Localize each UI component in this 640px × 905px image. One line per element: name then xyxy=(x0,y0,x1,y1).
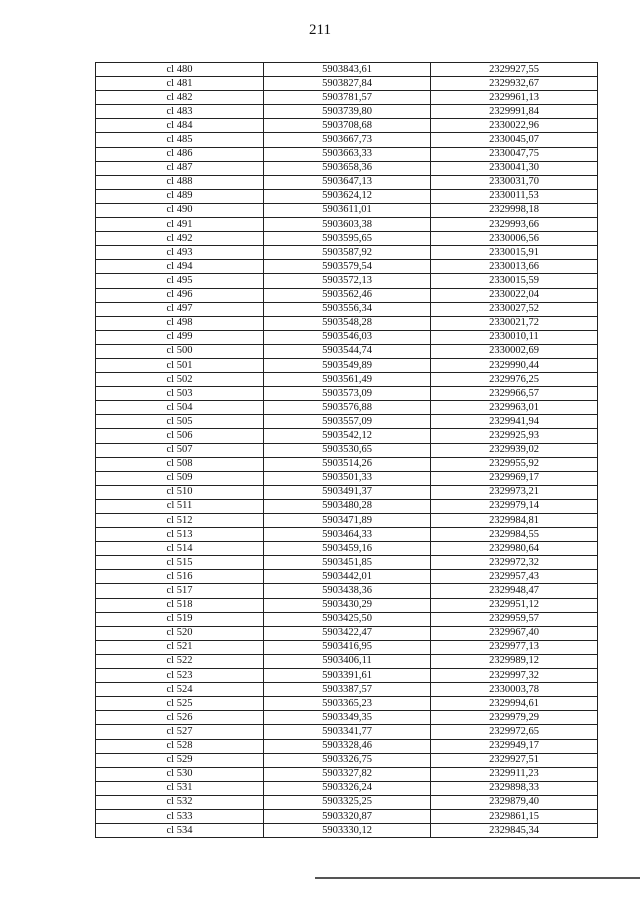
y-coordinate-cell: 2330013,66 xyxy=(431,260,598,274)
y-coordinate-cell: 2329957,43 xyxy=(431,570,598,584)
table-row xyxy=(96,640,598,654)
y-coordinate-cell: 2329990,44 xyxy=(431,358,598,372)
point-id-cell: cl 506 xyxy=(96,429,264,443)
x-coordinate-cell: 5903573,09 xyxy=(264,387,431,401)
x-coordinate-cell: 5903611,01 xyxy=(264,203,431,217)
x-coordinate-cell: 5903422,47 xyxy=(264,626,431,640)
table-row xyxy=(96,612,598,626)
y-coordinate-cell: 2329927,51 xyxy=(431,753,598,767)
point-id-cell: cl 522 xyxy=(96,654,264,668)
point-id-cell: cl 508 xyxy=(96,457,264,471)
point-id-cell: cl 524 xyxy=(96,683,264,697)
x-coordinate-cell: 5903328,46 xyxy=(264,739,431,753)
y-coordinate-cell: 2330006,56 xyxy=(431,232,598,246)
point-id-cell: cl 493 xyxy=(96,246,264,260)
x-coordinate-cell: 5903667,73 xyxy=(264,133,431,147)
point-id-cell: cl 484 xyxy=(96,119,264,133)
point-id-cell: cl 486 xyxy=(96,147,264,161)
x-coordinate-cell: 5903843,61 xyxy=(264,63,431,77)
table-row xyxy=(96,528,598,542)
x-coordinate-cell: 5903739,80 xyxy=(264,105,431,119)
table-row xyxy=(96,824,598,838)
y-coordinate-cell: 2329997,32 xyxy=(431,669,598,683)
y-coordinate-cell: 2329972,65 xyxy=(431,725,598,739)
x-coordinate-cell: 5903576,88 xyxy=(264,401,431,415)
point-id-cell: cl 518 xyxy=(96,598,264,612)
table-row xyxy=(96,288,598,302)
point-id-cell: cl 521 xyxy=(96,640,264,654)
table-row xyxy=(96,767,598,781)
table-row xyxy=(96,669,598,683)
y-coordinate-cell: 2329994,61 xyxy=(431,697,598,711)
y-coordinate-cell: 2329948,47 xyxy=(431,584,598,598)
x-coordinate-cell: 5903542,12 xyxy=(264,429,431,443)
y-coordinate-cell: 2329959,57 xyxy=(431,612,598,626)
x-coordinate-cell: 5903595,65 xyxy=(264,232,431,246)
x-coordinate-cell: 5903491,37 xyxy=(264,485,431,499)
point-id-cell: cl 530 xyxy=(96,767,264,781)
table-row xyxy=(96,443,598,457)
y-coordinate-cell: 2329898,33 xyxy=(431,781,598,795)
point-id-cell: cl 502 xyxy=(96,373,264,387)
table-row xyxy=(96,358,598,372)
point-id-cell: cl 533 xyxy=(96,809,264,823)
x-coordinate-cell: 5903391,61 xyxy=(264,669,431,683)
y-coordinate-cell: 2329955,92 xyxy=(431,457,598,471)
y-coordinate-cell: 2329989,12 xyxy=(431,654,598,668)
point-id-cell: cl 527 xyxy=(96,725,264,739)
y-coordinate-cell: 2329961,13 xyxy=(431,91,598,105)
x-coordinate-cell: 5903562,46 xyxy=(264,288,431,302)
y-coordinate-cell: 2329972,32 xyxy=(431,556,598,570)
x-coordinate-cell: 5903406,11 xyxy=(264,654,431,668)
point-id-cell: cl 499 xyxy=(96,330,264,344)
table-row xyxy=(96,203,598,217)
point-id-cell: cl 515 xyxy=(96,556,264,570)
table-row xyxy=(96,654,598,668)
y-coordinate-cell: 2329993,66 xyxy=(431,218,598,232)
table-row xyxy=(96,781,598,795)
table-row xyxy=(96,274,598,288)
table-row xyxy=(96,246,598,260)
y-coordinate-cell: 2330022,04 xyxy=(431,288,598,302)
y-coordinate-cell: 2330010,11 xyxy=(431,330,598,344)
coordinates-table xyxy=(95,62,598,838)
point-id-cell: cl 500 xyxy=(96,344,264,358)
point-id-cell: cl 489 xyxy=(96,189,264,203)
x-coordinate-cell: 5903341,77 xyxy=(264,725,431,739)
x-coordinate-cell: 5903464,33 xyxy=(264,528,431,542)
page-number: 211 xyxy=(309,22,331,38)
y-coordinate-cell: 2330041,30 xyxy=(431,161,598,175)
x-coordinate-cell: 5903557,09 xyxy=(264,415,431,429)
page-edge-line xyxy=(315,877,640,879)
point-id-cell: cl 481 xyxy=(96,77,264,91)
table-row xyxy=(96,175,598,189)
y-coordinate-cell: 2329949,17 xyxy=(431,739,598,753)
x-coordinate-cell: 5903549,89 xyxy=(264,358,431,372)
table-row xyxy=(96,302,598,316)
table-row xyxy=(96,373,598,387)
y-coordinate-cell: 2330015,59 xyxy=(431,274,598,288)
point-id-cell: cl 514 xyxy=(96,542,264,556)
x-coordinate-cell: 5903430,29 xyxy=(264,598,431,612)
table-row xyxy=(96,584,598,598)
point-id-cell: cl 482 xyxy=(96,91,264,105)
x-coordinate-cell: 5903708,68 xyxy=(264,119,431,133)
y-coordinate-cell: 2330003,78 xyxy=(431,683,598,697)
point-id-cell: cl 512 xyxy=(96,514,264,528)
y-coordinate-cell: 2329951,12 xyxy=(431,598,598,612)
point-id-cell: cl 528 xyxy=(96,739,264,753)
x-coordinate-cell: 5903425,50 xyxy=(264,612,431,626)
point-id-cell: cl 526 xyxy=(96,711,264,725)
x-coordinate-cell: 5903501,33 xyxy=(264,471,431,485)
y-coordinate-cell: 2329976,25 xyxy=(431,373,598,387)
y-coordinate-cell: 2329967,40 xyxy=(431,626,598,640)
y-coordinate-cell: 2330021,72 xyxy=(431,316,598,330)
x-coordinate-cell: 5903459,16 xyxy=(264,542,431,556)
x-coordinate-cell: 5903325,25 xyxy=(264,795,431,809)
x-coordinate-cell: 5903387,57 xyxy=(264,683,431,697)
table-row xyxy=(96,626,598,640)
x-coordinate-cell: 5903326,75 xyxy=(264,753,431,767)
table-row xyxy=(96,147,598,161)
table-row xyxy=(96,570,598,584)
table-row xyxy=(96,232,598,246)
x-coordinate-cell: 5903624,12 xyxy=(264,189,431,203)
table-row xyxy=(96,189,598,203)
table-row xyxy=(96,218,598,232)
point-id-cell: cl 525 xyxy=(96,697,264,711)
table-row xyxy=(96,697,598,711)
y-coordinate-cell: 2330045,07 xyxy=(431,133,598,147)
table-row xyxy=(96,809,598,823)
y-coordinate-cell: 2329941,94 xyxy=(431,415,598,429)
x-coordinate-cell: 5903365,23 xyxy=(264,697,431,711)
table-row xyxy=(96,330,598,344)
table-row xyxy=(96,401,598,415)
y-coordinate-cell: 2330027,52 xyxy=(431,302,598,316)
table-row xyxy=(96,415,598,429)
point-id-cell: cl 480 xyxy=(96,63,264,77)
point-id-cell: cl 519 xyxy=(96,612,264,626)
point-id-cell: cl 487 xyxy=(96,161,264,175)
y-coordinate-cell: 2329991,84 xyxy=(431,105,598,119)
table-row xyxy=(96,63,598,77)
point-id-cell: cl 509 xyxy=(96,471,264,485)
point-id-cell: cl 492 xyxy=(96,232,264,246)
x-coordinate-cell: 5903827,84 xyxy=(264,77,431,91)
point-id-cell: cl 496 xyxy=(96,288,264,302)
point-id-cell: cl 511 xyxy=(96,499,264,513)
table-row xyxy=(96,795,598,809)
point-id-cell: cl 505 xyxy=(96,415,264,429)
y-coordinate-cell: 2329927,55 xyxy=(431,63,598,77)
y-coordinate-cell: 2330047,75 xyxy=(431,147,598,161)
point-id-cell: cl 495 xyxy=(96,274,264,288)
point-id-cell: cl 523 xyxy=(96,669,264,683)
y-coordinate-cell: 2329879,40 xyxy=(431,795,598,809)
y-coordinate-cell: 2330022,96 xyxy=(431,119,598,133)
x-coordinate-cell: 5903349,35 xyxy=(264,711,431,725)
y-coordinate-cell: 2329939,02 xyxy=(431,443,598,457)
x-coordinate-cell: 5903572,13 xyxy=(264,274,431,288)
table-row xyxy=(96,457,598,471)
table-row xyxy=(96,514,598,528)
table-row xyxy=(96,499,598,513)
point-id-cell: cl 490 xyxy=(96,203,264,217)
point-id-cell: cl 517 xyxy=(96,584,264,598)
point-id-cell: cl 494 xyxy=(96,260,264,274)
table-row xyxy=(96,429,598,443)
table-row xyxy=(96,739,598,753)
table-row xyxy=(96,77,598,91)
x-coordinate-cell: 5903327,82 xyxy=(264,767,431,781)
x-coordinate-cell: 5903480,28 xyxy=(264,499,431,513)
table-row xyxy=(96,260,598,274)
y-coordinate-cell: 2329969,17 xyxy=(431,471,598,485)
y-coordinate-cell: 2329911,23 xyxy=(431,767,598,781)
x-coordinate-cell: 5903579,54 xyxy=(264,260,431,274)
y-coordinate-cell: 2330031,70 xyxy=(431,175,598,189)
y-coordinate-cell: 2329979,29 xyxy=(431,711,598,725)
y-coordinate-cell: 2329973,21 xyxy=(431,485,598,499)
y-coordinate-cell: 2329979,14 xyxy=(431,499,598,513)
y-coordinate-cell: 2330011,53 xyxy=(431,189,598,203)
point-id-cell: cl 507 xyxy=(96,443,264,457)
x-coordinate-cell: 5903530,65 xyxy=(264,443,431,457)
point-id-cell: cl 503 xyxy=(96,387,264,401)
x-coordinate-cell: 5903663,33 xyxy=(264,147,431,161)
table-row xyxy=(96,598,598,612)
table-row xyxy=(96,485,598,499)
x-coordinate-cell: 5903561,49 xyxy=(264,373,431,387)
table-row xyxy=(96,105,598,119)
x-coordinate-cell: 5903546,03 xyxy=(264,330,431,344)
x-coordinate-cell: 5903587,92 xyxy=(264,246,431,260)
x-coordinate-cell: 5903438,36 xyxy=(264,584,431,598)
x-coordinate-cell: 5903556,34 xyxy=(264,302,431,316)
point-id-cell: cl 485 xyxy=(96,133,264,147)
table-row xyxy=(96,471,598,485)
point-id-cell: cl 497 xyxy=(96,302,264,316)
y-coordinate-cell: 2329845,34 xyxy=(431,824,598,838)
point-id-cell: cl 491 xyxy=(96,218,264,232)
table-row xyxy=(96,556,598,570)
x-coordinate-cell: 5903330,12 xyxy=(264,824,431,838)
point-id-cell: cl 534 xyxy=(96,824,264,838)
x-coordinate-cell: 5903603,38 xyxy=(264,218,431,232)
y-coordinate-cell: 2329998,18 xyxy=(431,203,598,217)
point-id-cell: cl 501 xyxy=(96,358,264,372)
y-coordinate-cell: 2329932,67 xyxy=(431,77,598,91)
point-id-cell: cl 520 xyxy=(96,626,264,640)
table-row xyxy=(96,91,598,105)
y-coordinate-cell: 2329977,13 xyxy=(431,640,598,654)
table-row xyxy=(96,725,598,739)
x-coordinate-cell: 5903647,13 xyxy=(264,175,431,189)
x-coordinate-cell: 5903326,24 xyxy=(264,781,431,795)
y-coordinate-cell: 2329925,93 xyxy=(431,429,598,443)
point-id-cell: cl 531 xyxy=(96,781,264,795)
table-row xyxy=(96,344,598,358)
x-coordinate-cell: 5903544,74 xyxy=(264,344,431,358)
point-id-cell: cl 488 xyxy=(96,175,264,189)
coordinates-table-body xyxy=(96,63,598,838)
x-coordinate-cell: 5903442,01 xyxy=(264,570,431,584)
point-id-cell: cl 529 xyxy=(96,753,264,767)
x-coordinate-cell: 5903471,89 xyxy=(264,514,431,528)
y-coordinate-cell: 2330015,91 xyxy=(431,246,598,260)
point-id-cell: cl 498 xyxy=(96,316,264,330)
x-coordinate-cell: 5903416,95 xyxy=(264,640,431,654)
point-id-cell: cl 504 xyxy=(96,401,264,415)
y-coordinate-cell: 2329980,64 xyxy=(431,542,598,556)
y-coordinate-cell: 2329984,81 xyxy=(431,514,598,528)
point-id-cell: cl 510 xyxy=(96,485,264,499)
table-row xyxy=(96,119,598,133)
x-coordinate-cell: 5903658,36 xyxy=(264,161,431,175)
y-coordinate-cell: 2329966,57 xyxy=(431,387,598,401)
x-coordinate-cell: 5903320,87 xyxy=(264,809,431,823)
y-coordinate-cell: 2330002,69 xyxy=(431,344,598,358)
table-row xyxy=(96,133,598,147)
x-coordinate-cell: 5903514,26 xyxy=(264,457,431,471)
x-coordinate-cell: 5903548,28 xyxy=(264,316,431,330)
y-coordinate-cell: 2329963,01 xyxy=(431,401,598,415)
table-row xyxy=(96,711,598,725)
point-id-cell: cl 516 xyxy=(96,570,264,584)
table-row xyxy=(96,683,598,697)
point-id-cell: cl 532 xyxy=(96,795,264,809)
table-row xyxy=(96,542,598,556)
y-coordinate-cell: 2329984,55 xyxy=(431,528,598,542)
table-row xyxy=(96,316,598,330)
table-row xyxy=(96,161,598,175)
x-coordinate-cell: 5903781,57 xyxy=(264,91,431,105)
y-coordinate-cell: 2329861,15 xyxy=(431,809,598,823)
table-row xyxy=(96,753,598,767)
table-row xyxy=(96,387,598,401)
point-id-cell: cl 483 xyxy=(96,105,264,119)
point-id-cell: cl 513 xyxy=(96,528,264,542)
x-coordinate-cell: 5903451,85 xyxy=(264,556,431,570)
